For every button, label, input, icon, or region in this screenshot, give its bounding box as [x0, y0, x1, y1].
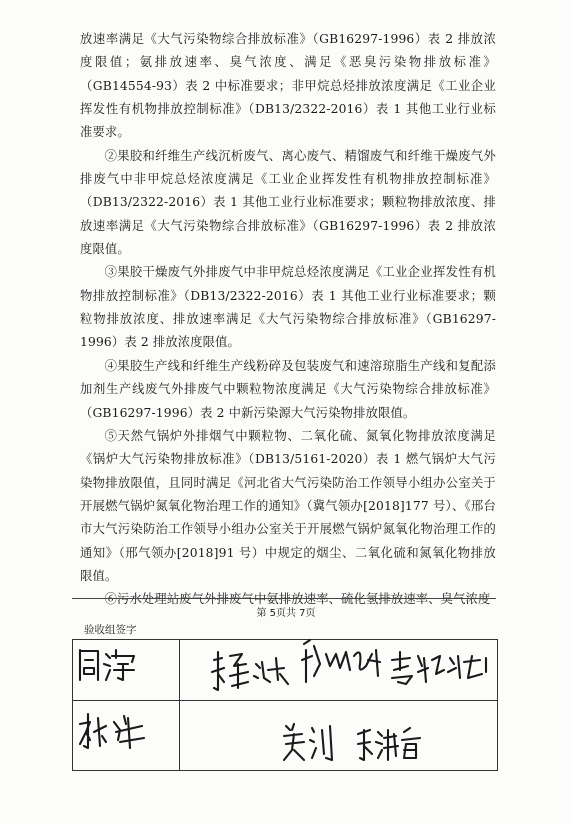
signature-1 [76, 646, 142, 686]
signature-3 [208, 650, 294, 696]
signature-label: 验收组签字 [84, 624, 137, 636]
paragraph-3: ③果胶干燥废气外排废气中非甲烷总烃浓度满足《工业企业挥发性有机物排放控制标准》（DB13/2322-2016）表 1 其他工业行业标准要求；颗粒物排放浓度、排放速率满足《大气污染物综合排放标准》（GB16297-1996）表 2 排放浓度限值。 [80, 265, 496, 350]
signature-5 [388, 648, 494, 688]
paragraph-1: 放速率满足《大气污染物综合排放标准》（GB16297-1996）表 2 排放浓度限值；氨排放速率、臭气浓度、满足《恶臭污染物排放标准》（GB14554-93）表 2 中标准要求；非甲烷总烃排放浓度满足《工业企业挥发性有机物排放控制标准》（DB13/2322-2016）表 1 其他工业行业标准要求。 [80, 32, 496, 140]
page-number: 第 5页共 7页 [256, 608, 316, 619]
paragraph-6: ⑥污水处理站废气外排废气中氨排放速率、硫化氢排放速率、臭气浓度 [104, 592, 491, 607]
paragraph-5: ⑤天然气锅炉外排烟气中颗粒物、二氧化硫、氮氧化物排放浓度满足《锅炉大气污染物排放标准》（DB13/5161-2020）表 1 燃气锅炉大气污染物排放限值，且同时满足《河北省大气污染防治工作领导小组办公室关于开展燃气锅炉氮氧化物治理工作的通知》（冀气领办[2018]177 号）、《邢台市大气污染防治工作领导小组办公室关于开展燃气锅炉氮氧化物治理工作的通知》（邢气领办[2018]91 号）中规定的烟尘、二氧化硫和氮氧化物排放限值。 [80, 428, 496, 583]
body-text [80, 28, 496, 612]
table-divider-vertical [179, 640, 180, 770]
signature-2 [76, 710, 150, 754]
paragraph-2: ②果胶和纤维生产线沉析废气、离心废气、精馏废气和纤维干燥废气外排废气中非甲烷总烃浓度满足《工业企业挥发性有机物排放控制标准》（DB13/2322-2016）表 1 其他工业行业标准要求；颗粒物排放浓度、排放速率满足《大气污染物综合排放标准》（GB16297-1996）表 2 排放浓度限值。 [80, 148, 496, 257]
footer-divider [72, 598, 496, 599]
table-divider-horizontal [73, 700, 497, 701]
signature-7 [354, 724, 424, 766]
signature-4 [300, 636, 386, 686]
signature-6 [280, 720, 340, 766]
paragraph-4: ④果胶生产线和纤维生产线粉碎及包装废气和速溶琼脂生产线和复配添加剂生产线废气外排废气中颗粒物浓度满足《大气污染物综合排放标准》（GB16297-1996）表 2 中新污染源大气污染物排放限值。 [80, 358, 496, 420]
